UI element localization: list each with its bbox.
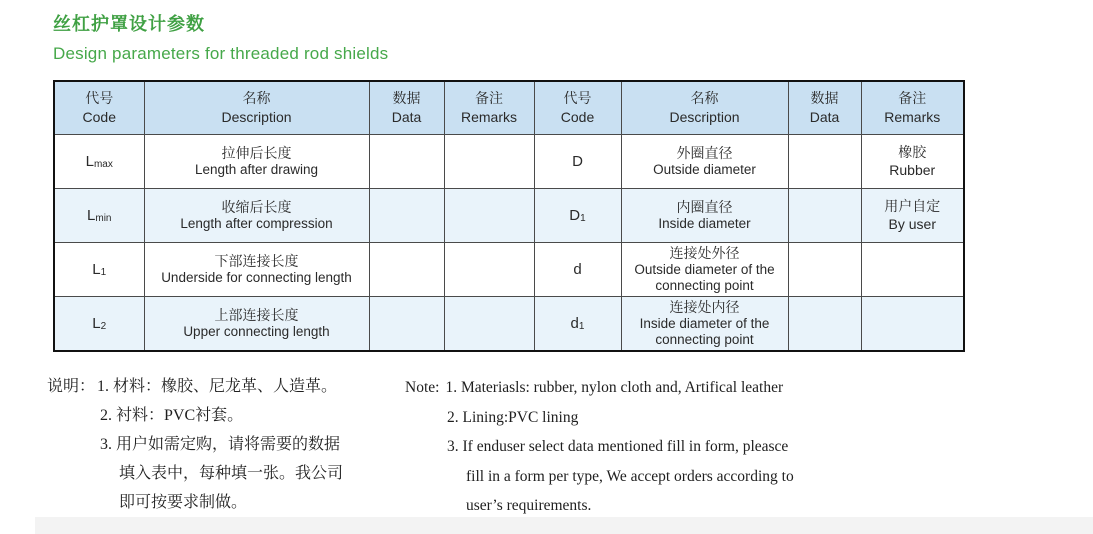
note-line: user’s requirements. xyxy=(466,497,592,514)
cell-data xyxy=(788,296,861,351)
cell-description: 拉伸后长度 Length after drawing xyxy=(144,134,369,188)
table-row xyxy=(54,296,964,351)
cell-code: Lmax xyxy=(54,134,144,188)
note-line: 3. If enduser select data mentioned fill in form, pleasce xyxy=(447,438,789,455)
note-line: fill in a form per type, We accept orders according to xyxy=(466,467,794,485)
cell-code: D xyxy=(534,134,621,188)
notes-prefix-zh: 说明： xyxy=(47,378,96,395)
cell-remarks xyxy=(861,296,964,351)
header-description-left: 名称 Description xyxy=(144,81,369,134)
cell-data xyxy=(369,134,444,188)
notes-prefix-en: Note: xyxy=(405,379,440,396)
header-code-right: 代号 Code xyxy=(534,81,621,134)
note-line: 填入表中，每种填一张。我公司 xyxy=(119,465,344,482)
page-title-en: Design parameters for threaded rod shields xyxy=(53,44,389,63)
table-row xyxy=(54,188,964,242)
cell-remarks: 用户自定 By user xyxy=(861,188,964,242)
cell-data xyxy=(369,188,444,242)
header-data-right: 数据 Data xyxy=(788,81,861,134)
cell-description: 连接处外径 Outside diameter of the connecting point xyxy=(621,242,788,296)
table-row xyxy=(54,242,964,296)
header-description-right: 名称 Description xyxy=(621,81,788,134)
cell-remarks xyxy=(444,188,534,242)
header-remarks-right: 备注 Remarks xyxy=(861,81,964,134)
header-code-left: 代号 Code xyxy=(54,81,144,134)
table-row xyxy=(54,134,964,188)
page-edge-strip xyxy=(35,517,1093,534)
note-line: 说明： 1. 材料：橡胶、尼龙革、人造革。 xyxy=(47,378,338,395)
cell-remarks xyxy=(444,134,534,188)
header-data-left: 数据 Data xyxy=(369,81,444,134)
notes-english xyxy=(405,373,825,521)
page-title-zh: 丝杠护罩设计参数 xyxy=(53,14,205,34)
cell-remarks xyxy=(444,242,534,296)
table-header-row xyxy=(54,81,964,134)
title-block xyxy=(53,10,388,64)
note-line: 3. 用户如需定购，请将需要的数据 xyxy=(100,436,341,453)
cell-data xyxy=(788,242,861,296)
cell-code: d xyxy=(534,242,621,296)
cell-description: 外圈直径 Outside diameter xyxy=(621,134,788,188)
cell-description: 连接处内径 Inside diameter of the connecting point xyxy=(621,296,788,351)
cell-description: 上部连接长度 Upper connecting length xyxy=(144,296,369,351)
note-line: Note: 1. Materiasls: rubber, nylon cloth and, Artifical leather xyxy=(405,379,784,396)
note-line: 即可按要求制做。 xyxy=(119,494,248,511)
cell-data xyxy=(369,296,444,351)
cell-description: 内圈直径 Inside diameter xyxy=(621,188,788,242)
cell-code: D1 xyxy=(534,188,621,242)
cell-data xyxy=(369,242,444,296)
header-remarks-left: 备注 Remarks xyxy=(444,81,534,134)
cell-data xyxy=(788,134,861,188)
cell-description: 收缩后长度 Length after compression xyxy=(144,188,369,242)
cell-remarks xyxy=(444,296,534,351)
cell-code: L2 xyxy=(54,296,144,351)
cell-data xyxy=(788,188,861,242)
cell-code: L1 xyxy=(54,242,144,296)
cell-code: Lmin xyxy=(54,188,144,242)
note-line: 2. 衬料：PVC衬套。 xyxy=(100,407,244,424)
note-line: 2. Lining:PVC lining xyxy=(447,408,579,426)
notes-chinese xyxy=(47,372,387,517)
design-parameters-table xyxy=(53,80,965,352)
cell-remarks xyxy=(861,242,964,296)
cell-remarks: 橡胶 Rubber xyxy=(861,134,964,188)
cell-code: d1 xyxy=(534,296,621,351)
cell-description: 下部连接长度 Underside for connecting length xyxy=(144,242,369,296)
